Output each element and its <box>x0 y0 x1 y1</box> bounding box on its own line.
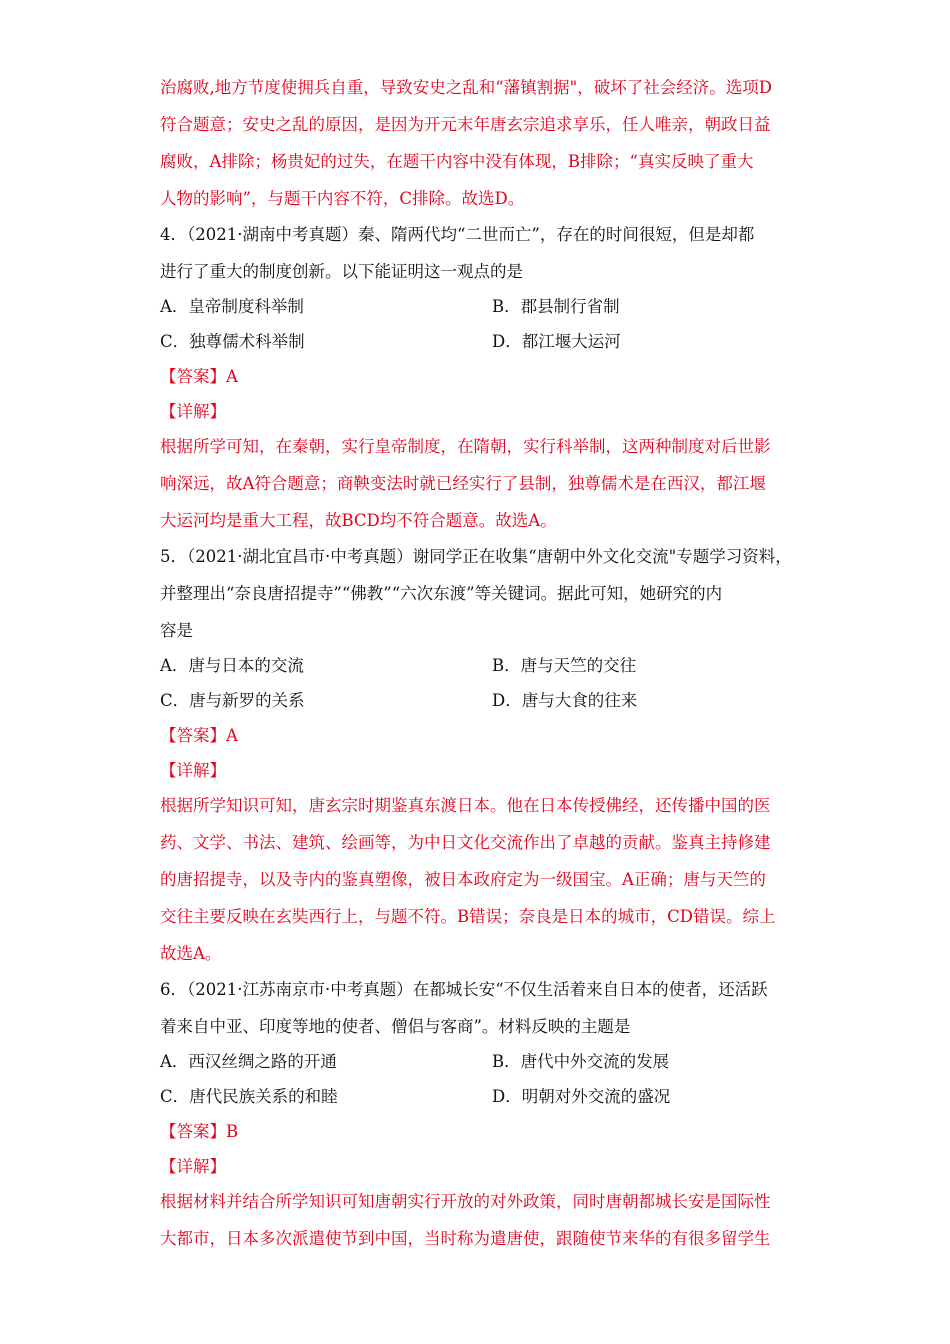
question-4-option-a: A．皇帝制度科举制 <box>160 297 304 316</box>
question-6-option-b: B．唐代中外交流的发展 <box>492 1052 670 1071</box>
question-6-stem: 着来自中亚、印度等地的使者、僧侣与客商”。材料反映的主题是 <box>160 1017 631 1036</box>
explanation-line: 腐败，A排除；杨贵妃的过失，在题干内容中没有体现，B排除；“真实反映了重大 <box>160 152 754 171</box>
question-6-explanation: 根据材料并结合所学知识可知唐朝实行开放的对外政策，同时唐朝都城长安是国际性 <box>160 1192 771 1211</box>
question-6-option-d: D．明朝对外交流的盛况 <box>492 1087 671 1106</box>
question-4-option-b: B．郡县制行省制 <box>492 297 620 316</box>
question-4-explanation: 大运河均是重大工程，故BCD均不符合题意。故选A。 <box>160 511 557 530</box>
question-5-explanation: 的唐招提寺，以及寺内的鉴真塑像，被日本政府定为一级国宝。A正确；唐与天竺的 <box>160 870 766 889</box>
question-5-explanation: 根据所学知识可知，唐玄宗时期鉴真东渡日本。他在日本传授佛经，还传播中国的医 <box>160 796 771 815</box>
question-6-detail-label: 【详解】 <box>160 1157 226 1176</box>
question-5-answer: 【答案】A <box>160 726 238 745</box>
question-5-stem: 5．（2021·湖北宜昌市·中考真题）谢同学正在收集“唐朝中外文化交流"专题学习资料， <box>160 547 792 566</box>
question-4-stem: 进行了重大的制度创新。以下能证明这一观点的是 <box>160 262 523 281</box>
question-4-explanation: 根据所学可知，在秦朝，实行皇帝制度，在隋朝，实行科举制，这两种制度对后世影 <box>160 437 771 456</box>
question-4-detail-label: 【详解】 <box>160 402 226 421</box>
question-6-stem: 6．（2021·江苏南京市·中考真题）在都城长安“不仅生活着来自日本的使者，还活跃 <box>160 980 768 999</box>
question-6-answer: 【答案】B <box>160 1122 239 1141</box>
explanation-line: 符合题意；安史之乱的原因，是因为开元末年唐玄宗追求享乐，任人唯亲，朝政日益 <box>160 115 771 134</box>
question-5-stem: 并整理出“奈良唐招提寺”“佛教”“六次东渡”等关键词。据此可知，她研究的内 <box>160 584 723 603</box>
question-5-option-a: A．唐与日本的交流 <box>160 656 304 675</box>
question-6-option-c: C．唐代民族关系的和睦 <box>160 1087 338 1106</box>
question-5-explanation: 交往主要反映在玄奘西行上，与题不符。B错误；奈良是日本的城市，CD错误。综上 <box>160 907 776 926</box>
question-5-explanation: 故选A。 <box>160 944 222 963</box>
question-4-answer: 【答案】A <box>160 367 238 386</box>
question-4-option-c: C．独尊儒术科举制 <box>160 332 305 351</box>
question-5-option-c: C．唐与新罗的关系 <box>160 691 305 710</box>
question-4-stem: 4．（2021·湖南中考真题）秦、隋两代均“二世而亡”，存在的时间很短，但是却都 <box>160 225 755 244</box>
explanation-line: 人物的影响”，与题干内容不符，C排除。故选D。 <box>160 189 525 208</box>
question-4-option-d: D．都江堰大运河 <box>492 332 621 351</box>
question-5-detail-label: 【详解】 <box>160 761 226 780</box>
question-4-explanation: 响深远，故A符合题意；商鞅变法时就已经实行了县制，独尊儒术是在西汉，都江堰 <box>160 474 766 493</box>
question-5-option-b: B．唐与天竺的交往 <box>492 656 637 675</box>
question-5-explanation: 药、文学、书法、建筑、绘画等，为中日文化交流作出了卓越的贡献。鉴真主持修建 <box>160 833 771 852</box>
question-5-option-d: D．唐与大食的往来 <box>492 691 638 710</box>
question-6-explanation: 大都市，日本多次派遣使节到中国，当时称为遣唐使，跟随使节来华的有很多留学生 <box>160 1229 771 1248</box>
question-6-option-a: A．西汉丝绸之路的开通 <box>160 1052 337 1071</box>
explanation-line: 治腐败,地方节度使拥兵自重，导致安史之乱和“藩镇割据"，破坏了社会经济。选项D <box>160 78 772 97</box>
question-5-stem: 容是 <box>160 621 193 640</box>
